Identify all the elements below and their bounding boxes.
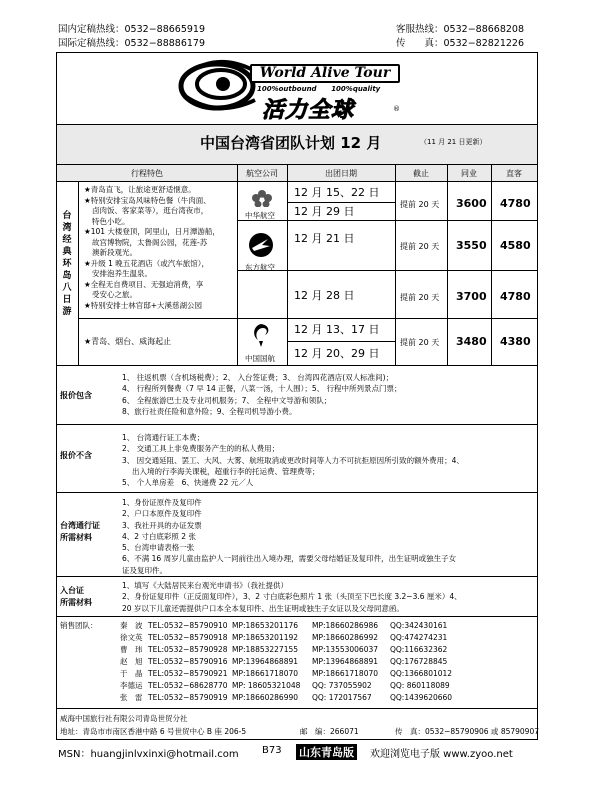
included-line: 6、 全程旅游巴士及专业司机服务；7、 全程中文导游和领队； (122, 395, 332, 405)
staff-name: 于 晶 (120, 669, 143, 678)
taiwan-permit-line: 2、户口本原件及复印件 (122, 509, 202, 519)
feature-line: ★升级 1 晚五花酒店（或汽车旅馆）， (84, 258, 210, 268)
section-divider (57, 424, 537, 425)
section-divider (57, 708, 537, 709)
included-line: 4、 行程所列餐费（7 早 14 正餐，八菜一汤，十人围）；5、 行程中所列景点门票； (122, 384, 402, 394)
staff-name: 徐文英 (120, 633, 143, 642)
feature-line: ★特别安排宝岛风味特色餐（牛肉面、 (84, 195, 211, 205)
update-note: （11 月 21 日更新） (420, 138, 487, 146)
features-line-2: ★青岛、烟台、威海起止 (84, 337, 172, 346)
taiwan-permit-label (60, 520, 100, 544)
grid-line (491, 164, 492, 365)
fax-label: 传 真： (396, 38, 444, 49)
staff-tel: TEL:0532−85790928 (148, 645, 228, 654)
direct-price: 4780 (500, 290, 531, 303)
direct-price: 4780 (500, 197, 531, 210)
grid-line (287, 202, 395, 203)
excluded-line: 2、 交通工具上非免费服务产生的的私人费用； (122, 444, 280, 454)
staff-mp: MP: 18605321048 (232, 681, 301, 690)
logo-area (57, 53, 537, 124)
departure-dates: 12 月 20、29 日 (294, 347, 380, 360)
plum-blossom-icon (248, 189, 276, 207)
staff-mp: MP:18661718070 (232, 669, 299, 678)
airline-air-china: 中国国航 (245, 354, 275, 363)
taiwan-permit-label-a: 台湾通行证 (60, 521, 100, 530)
staff-qq: QQ:176728845 (390, 657, 448, 666)
service-hotline-label: 客服热线： (396, 24, 444, 35)
included-list (122, 372, 532, 417)
staff-tel: TEL:0532−68628770 (148, 681, 228, 690)
grid-line (78, 182, 79, 365)
column-direct: 直客 (491, 164, 537, 182)
entry-permit-line: 1、填写《大陆居民来台观光申请书》（我社提供） (122, 581, 289, 590)
company-postcode: 邮 编：266071 (300, 727, 359, 736)
grid-line (395, 164, 396, 365)
feature-line: ★特别安排士林官邸+大溪慈湖公园 (84, 300, 203, 310)
staff-qq: QQ:116632362 (390, 645, 448, 654)
tagline-outbound: 100%outbound (257, 85, 317, 93)
feature-line: ★青岛直飞，让旅途更舒适惬意。 (84, 185, 196, 194)
company-fax: 传 真：0532−85790906 或 85790907 (395, 727, 539, 736)
peer-price: 3600 (456, 197, 487, 210)
direct-price: 4380 (500, 335, 531, 348)
grid-line (287, 341, 395, 342)
feature-line: ★101 大楼登顶，阿里山，日月潭游船， (84, 227, 220, 236)
staff-mp: MP:18653201192 (232, 633, 299, 642)
grid-line (287, 164, 288, 365)
staff-tel: TEL:0532−85790919 (148, 693, 228, 702)
staff-mp2: MP:13964868891 (312, 657, 379, 666)
column-departure: 出团日期 (287, 164, 395, 182)
taiwan-permit-line: 4、2 寸白底彩照 2 张 (122, 531, 196, 541)
staff-name: 秦 波 (120, 621, 143, 630)
feature-line: 安排泡养生温泉。 (92, 269, 152, 278)
feature-line: 故宫博物院，太鲁阁公园，花莲-苏 (92, 237, 208, 247)
brand-tagline (257, 85, 380, 93)
peer-price: 3480 (456, 335, 487, 348)
included-line: 8、旅行社责任险和意外险；9、全程司机导游小费。 (122, 406, 297, 416)
domestic-hotline-label: 国内定稿热线： (58, 24, 125, 35)
company-name: 威海中国旅行社有限公司青岛世贸分社 (60, 714, 188, 723)
departure-dates: 12 月 13、17 日 (294, 323, 380, 336)
staff-mp2: MP:13553006037 (312, 645, 379, 654)
service-hotline-number: 0532−88668208 (443, 24, 525, 35)
staff-mp2: MP:18661718070 (312, 669, 379, 678)
taiwan-permit-line: 5、台湾申请表格一张 (122, 543, 195, 553)
grid-line (447, 164, 448, 365)
excluded-line: 3、 因交通延阻、罢工、大风、大雾、航班取消或更改时间等人力不可抗拒原因所引致的额外费用；4、 (122, 455, 464, 465)
international-hotline (58, 38, 205, 50)
company-address: 地址：青岛市市南区香港中路 6 号世贸中心 B 座 206-5 (60, 727, 247, 736)
staff-mp2: MP:18660286992 (312, 633, 379, 642)
peer-price: 3550 (456, 239, 487, 252)
service-hotline (396, 24, 524, 36)
staff-mp2: QQ: 737055902 (312, 681, 372, 690)
departure-dates: 12 月 28 日 (294, 289, 355, 302)
staff-name: 曹 玮 (120, 645, 143, 654)
domestic-hotline-number: 0532−88665919 (124, 24, 206, 35)
staff-qq: QQ:1439620660 (390, 693, 453, 702)
staff-tel: TEL:0532−85790921 (148, 669, 228, 678)
international-hotline-label: 国际定稿热线： (58, 38, 125, 49)
tour-name-vertical: 台湾经典环岛八日游 (62, 211, 72, 317)
staff-name: 李德运 (120, 681, 143, 690)
column-peer: 同业 (447, 164, 491, 182)
excluded-line: 出入境的行李海关课税，超重行李的托运费、管理费等； (132, 466, 320, 476)
welcome-link[interactable]: 欢迎浏览电子版 www.zyoo.net (370, 749, 513, 760)
taiwan-permit-line: 1、身份证原件及复印件 (122, 498, 202, 507)
direct-price: 4580 (500, 239, 531, 252)
staff-mp: MP:18853227155 (232, 645, 299, 654)
column-feature: 行程特色 (57, 164, 237, 182)
grid-line (78, 318, 537, 319)
staff-qq: QQ:474274231 (390, 633, 448, 642)
page-number: B73 (262, 745, 282, 756)
domestic-hotline (58, 24, 205, 36)
international-hotline-number: 0532−88886179 (124, 38, 206, 49)
page-title: 中国台湾省团队计划 12 月 (200, 134, 382, 152)
section-divider (57, 616, 537, 617)
staff-tel: TEL:0532−85790910 (148, 621, 228, 630)
msn-contact: MSN：huangjinlvxinxi@hotmail.com (58, 749, 239, 760)
staff-mp: MP:13964868891 (232, 657, 299, 666)
included-line: 1、 往返机票（含机场税费）；2、 入台签证费；3、 台湾四花酒店(双人标准间)； (122, 373, 394, 382)
taiwan-permit-line: 3、我社开具的办证发票 (122, 520, 202, 530)
staff-name: 赵 旭 (120, 657, 143, 666)
staff-mp: MP:18660286990 (232, 693, 299, 702)
airline-china-airlines: 中华航空 (245, 211, 275, 220)
edition-banner: 山东青岛版 (296, 744, 357, 760)
taiwan-permit-list (122, 497, 532, 576)
section-divider (57, 492, 537, 493)
taiwan-permit-line: 证及复印件。 (122, 565, 167, 575)
entry-permit-label-b: 所需材料 (60, 598, 92, 607)
staff-qq: QQ: 860118089 (390, 681, 450, 690)
entry-permit-line: 20 岁以下儿童还需提供户口本全本复印件、出生证明或独生子女证以及父母同意函。 (122, 603, 404, 613)
brand-name-cn: 活力全球 (262, 98, 355, 123)
registered-mark: ® (393, 105, 400, 113)
departure-dates: 12 月 21 日 (294, 232, 355, 245)
feature-line: 受安心之旅。 (92, 290, 137, 299)
section-divider (57, 576, 537, 577)
phoenix-logo-icon (250, 322, 272, 348)
features-list-1 (84, 185, 254, 311)
entry-permit-list (122, 580, 532, 614)
staff-mp: MP:18653201176 (232, 621, 299, 630)
feature-line: 澳新段观光。 (92, 248, 137, 257)
excluded-label: 报价不含 (60, 451, 92, 460)
swallow-logo-icon (248, 232, 274, 258)
staff-mp2: QQ: 172017567 (312, 693, 372, 702)
deadline: 提前 20 天 (400, 293, 440, 302)
taiwan-permit-label-b: 所需材料 (60, 533, 92, 542)
included-label: 报价包含 (60, 391, 92, 400)
staff-tel: TEL:0532−85790916 (148, 657, 228, 666)
fax-number: 0532−82821226 (443, 38, 525, 49)
deadline: 提前 20 天 (400, 242, 440, 251)
departure-dates: 12 月 29 日 (294, 205, 355, 218)
entry-permit-label (60, 585, 92, 609)
staff-qq: QQ:1366801012 (390, 669, 453, 678)
staff-tel: TEL:0532−85790918 (148, 633, 228, 642)
grid-line (237, 270, 537, 271)
staff-mp2: MP:18660286986 (312, 621, 379, 630)
excluded-line: 1、 台湾通行证工本费； (122, 433, 205, 442)
fax-line (396, 38, 524, 50)
excluded-list (122, 432, 532, 488)
column-deadline: 截止 (395, 164, 447, 182)
deadline: 提前 20 天 (400, 200, 440, 209)
excluded-line: 5、 个人单房差 6、快递费 22 元／人 (122, 478, 254, 488)
feature-line: ★全程无自费项目、无强迫消费，享 (84, 279, 204, 289)
sales-label: 销售团队： (60, 621, 98, 630)
entry-permit-line: 2、身份证复印件（正反面复印件），3、2 寸白底彩色照片 1 张（头顶至下巴长度 3.2−3.6 厘米）4、 (122, 592, 462, 602)
column-airline: 航空公司 (237, 164, 287, 182)
airline-china-eastern: 东方航空 (245, 263, 275, 272)
entry-permit-label-a: 入台证 (60, 586, 84, 595)
brand-name-en: World Alive Tour (250, 64, 400, 83)
staff-qq: QQ:342430161 (390, 621, 448, 630)
title-bar (57, 124, 537, 164)
departure-dates: 12 月 15、22 日 (294, 186, 380, 199)
peer-price: 3700 (456, 290, 487, 303)
grid-line (237, 220, 537, 221)
taiwan-permit-line: 6、不满 16 周岁儿童由监护人一同前往出入境办理，需要父母结婚证及复印件，出生证明或独生子女 (122, 554, 457, 564)
deadline: 提前 20 天 (400, 338, 440, 347)
feature-line: 卤肉饭、客家菜等），逛台湾夜市， (92, 206, 209, 215)
feature-line: 特色小吃。 (92, 216, 130, 226)
grid-line (57, 365, 537, 366)
tagline-quality: 100%quality (331, 85, 381, 93)
staff-name: 张 雷 (120, 693, 143, 702)
